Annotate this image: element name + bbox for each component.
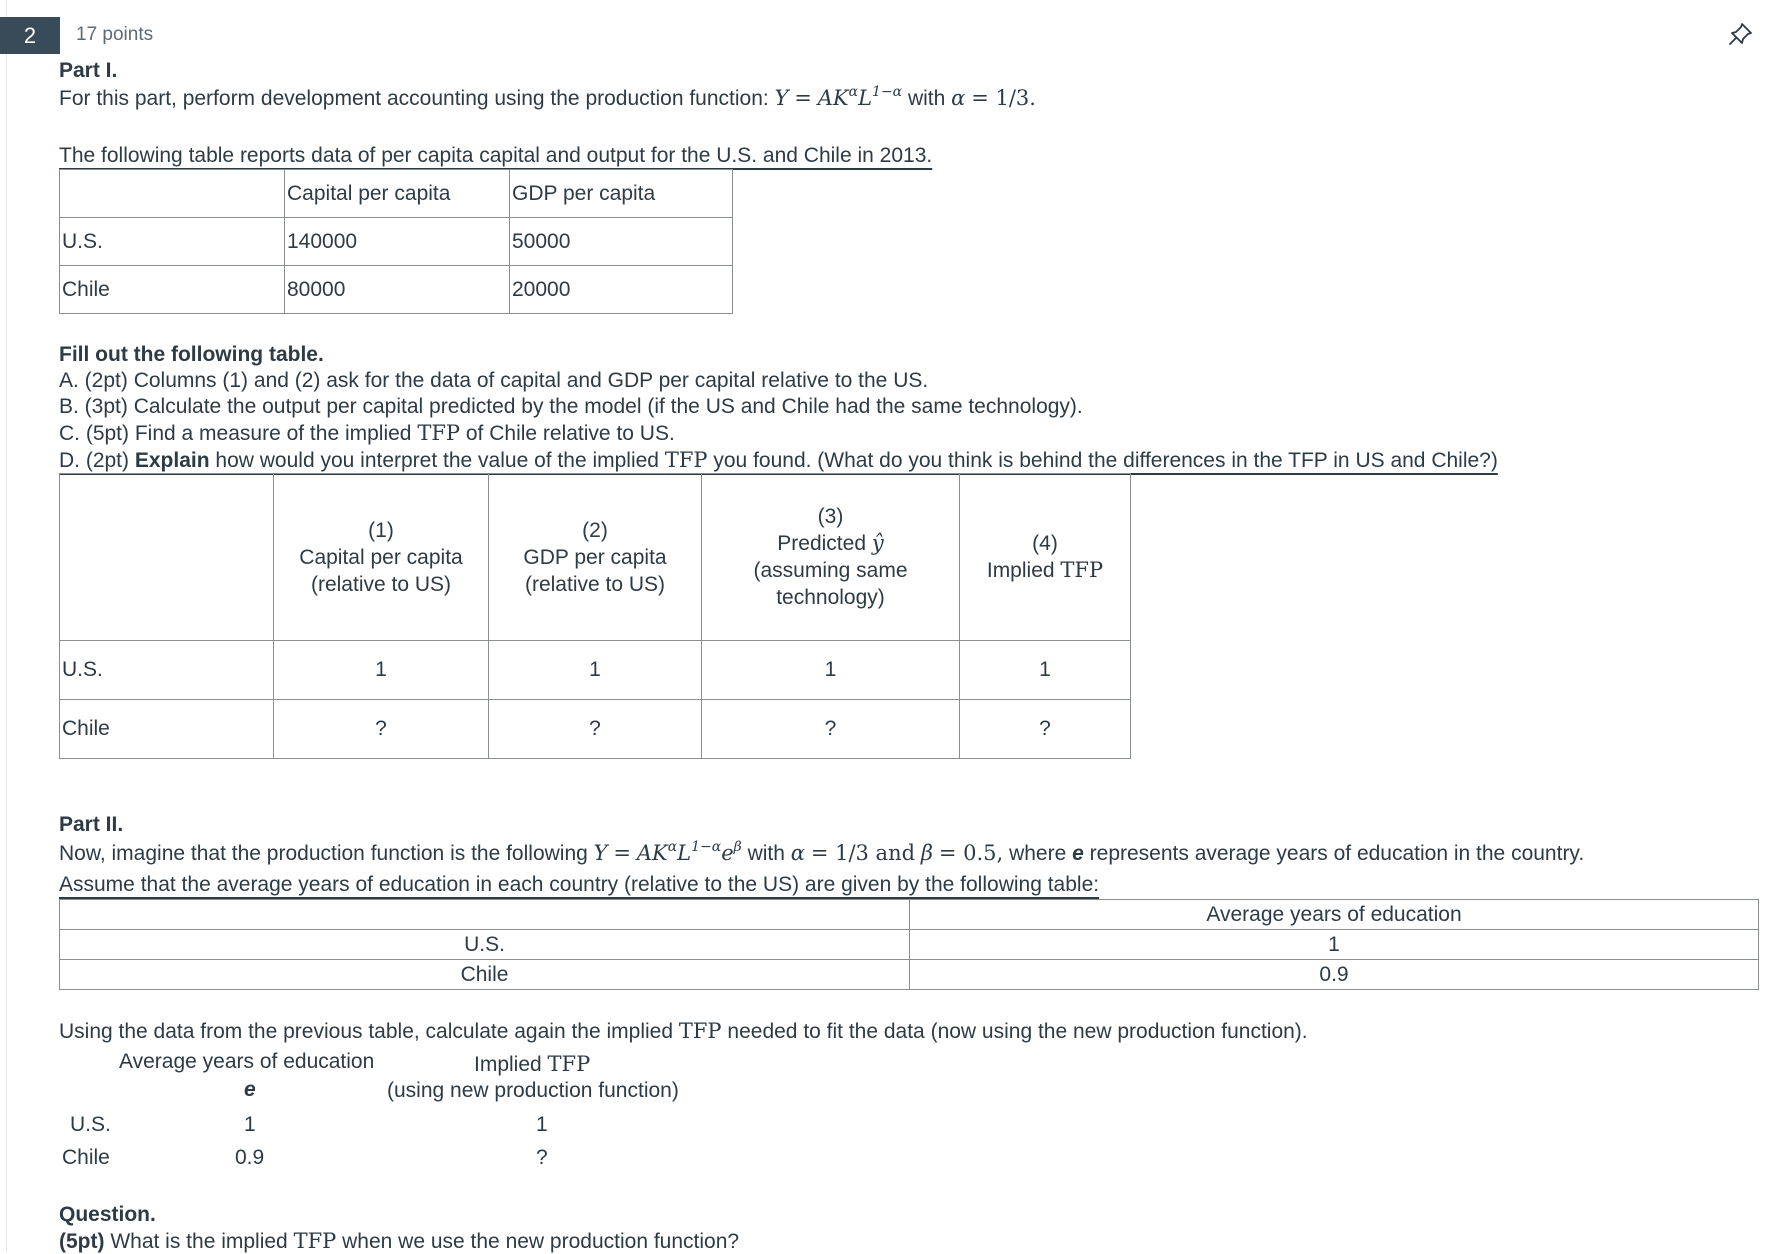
table1-gdp-cell: 50000 [510,218,733,266]
table2-header-col2: (2) GDP per capita (relative to US) [489,474,702,641]
table1-row-label: U.S. [60,218,285,266]
table1-header-capital: Capital per capita [285,170,510,218]
fill-title: Fill out the following table. [59,343,324,366]
using-instruction: Using the data from the previous table, calculate again the implied TFP needed to fit the data (now using the new production function). [59,1019,1308,1043]
grid-row-label: Chile [62,1146,110,1169]
table2-cell-col2: 1 [489,641,702,700]
grid-education-cell: 0.9 [235,1146,265,1169]
table2-cell-col3: ? [702,700,960,759]
table3-value-cell: 0.9 [910,960,1759,990]
part2-title: Part II. [59,813,124,836]
table2-row-label: Chile [60,700,274,759]
question-text: (5pt) What is the implied TFP when we use the new production function? [59,1229,740,1253]
table1-corner [60,170,285,218]
question-points: 17 points [76,24,154,45]
grid-header-education-symbol: e [244,1078,256,1101]
table-row [60,641,1131,700]
question-number-badge: 2 [0,17,60,54]
table1-gdp-cell: 20000 [510,266,733,314]
table1-capital-cell: 80000 [285,266,510,314]
table2-cell-col1: 1 [274,641,489,700]
table1-capital-cell: 140000 [285,218,510,266]
table-row [60,930,1759,960]
table-row [60,218,733,266]
table2-row-label: U.S. [60,641,274,700]
part2-intro: Now, imagine that the production function is the following $Y = AK^\alpha L^{1-\alpha}e^\beta$ with α = 1/3 and β = 0.5, where e represents average years of education in the country. [59,839,1585,865]
table2-cell-col4: ? [960,700,1131,759]
grid-row-label: U.S. [70,1113,111,1136]
table2-cell-col2: ? [489,700,702,759]
data-table-capital-gdp [59,169,733,314]
grid-header-education: Average years of education [119,1050,375,1073]
instruction-b: B. (3pt) Calculate the output per capital predicted by the model (if the US and Chile had the same technology). [59,395,1083,418]
table-row [60,266,733,314]
grid-header-tfp: Implied TFP [474,1052,591,1076]
table3-row-label: Chile [60,960,910,990]
instruction-c: C. (5pt) Find a measure of the implied TFP of Chile relative to US. [59,421,675,445]
table2-header-col1: (1) Capital per capita (relative to US) [274,474,489,641]
part1-title: Part I. [59,59,118,82]
table2-cell-col1: ? [274,700,489,759]
grid-tfp-cell: ? [536,1146,548,1169]
table3-row-label: U.S. [60,930,910,960]
pin-icon[interactable] [1727,20,1755,48]
table3-corner [60,900,910,930]
table3-value-cell: 1 [910,930,1759,960]
left-border [6,0,7,1252]
fill-table [59,473,1131,759]
table-row [60,960,1759,990]
table1-row-label: Chile [60,266,285,314]
grid-tfp-cell: 1 [536,1113,548,1136]
table3-header: Average years of education [910,900,1759,930]
grid-header-tfp-sub: (using new production function) [387,1079,679,1102]
grid-education-cell: 1 [244,1113,256,1136]
table1-intro: The following table reports data of per capita capital and output for the U.S. and Chile in 2013. [59,144,933,167]
question-title: Question. [59,1203,156,1226]
table2-header-col4: (4) Implied TFP [960,474,1131,641]
instruction-d: D. (2pt) Explain how would you interpret the value of the implied TFP you found. (What do you think is behind the differences in the TFP in US and Chile?) [59,448,1498,472]
instruction-a: A. (2pt) Columns (1) and (2) ask for the data of capital and GDP per capital relative to the US. [59,369,929,392]
table2-cell-col4: 1 [960,641,1131,700]
table2-corner [60,474,274,641]
table1-header-gdp: GDP per capita [510,170,733,218]
part1-intro: For this part, perform development accounting using the production function: $Y = AK^\alpha L^{1-\alpha}$ with α = 1/3. [59,84,1036,110]
table2-cell-col3: 1 [702,641,960,700]
education-table [59,899,1759,990]
table-row [60,700,1131,759]
table2-header-col3: (3) Predicted ŷ (assuming same technology) [702,474,960,641]
part2-assume: Assume that the average years of education in each country (relative to the US) are given by the following table: [59,873,1100,896]
